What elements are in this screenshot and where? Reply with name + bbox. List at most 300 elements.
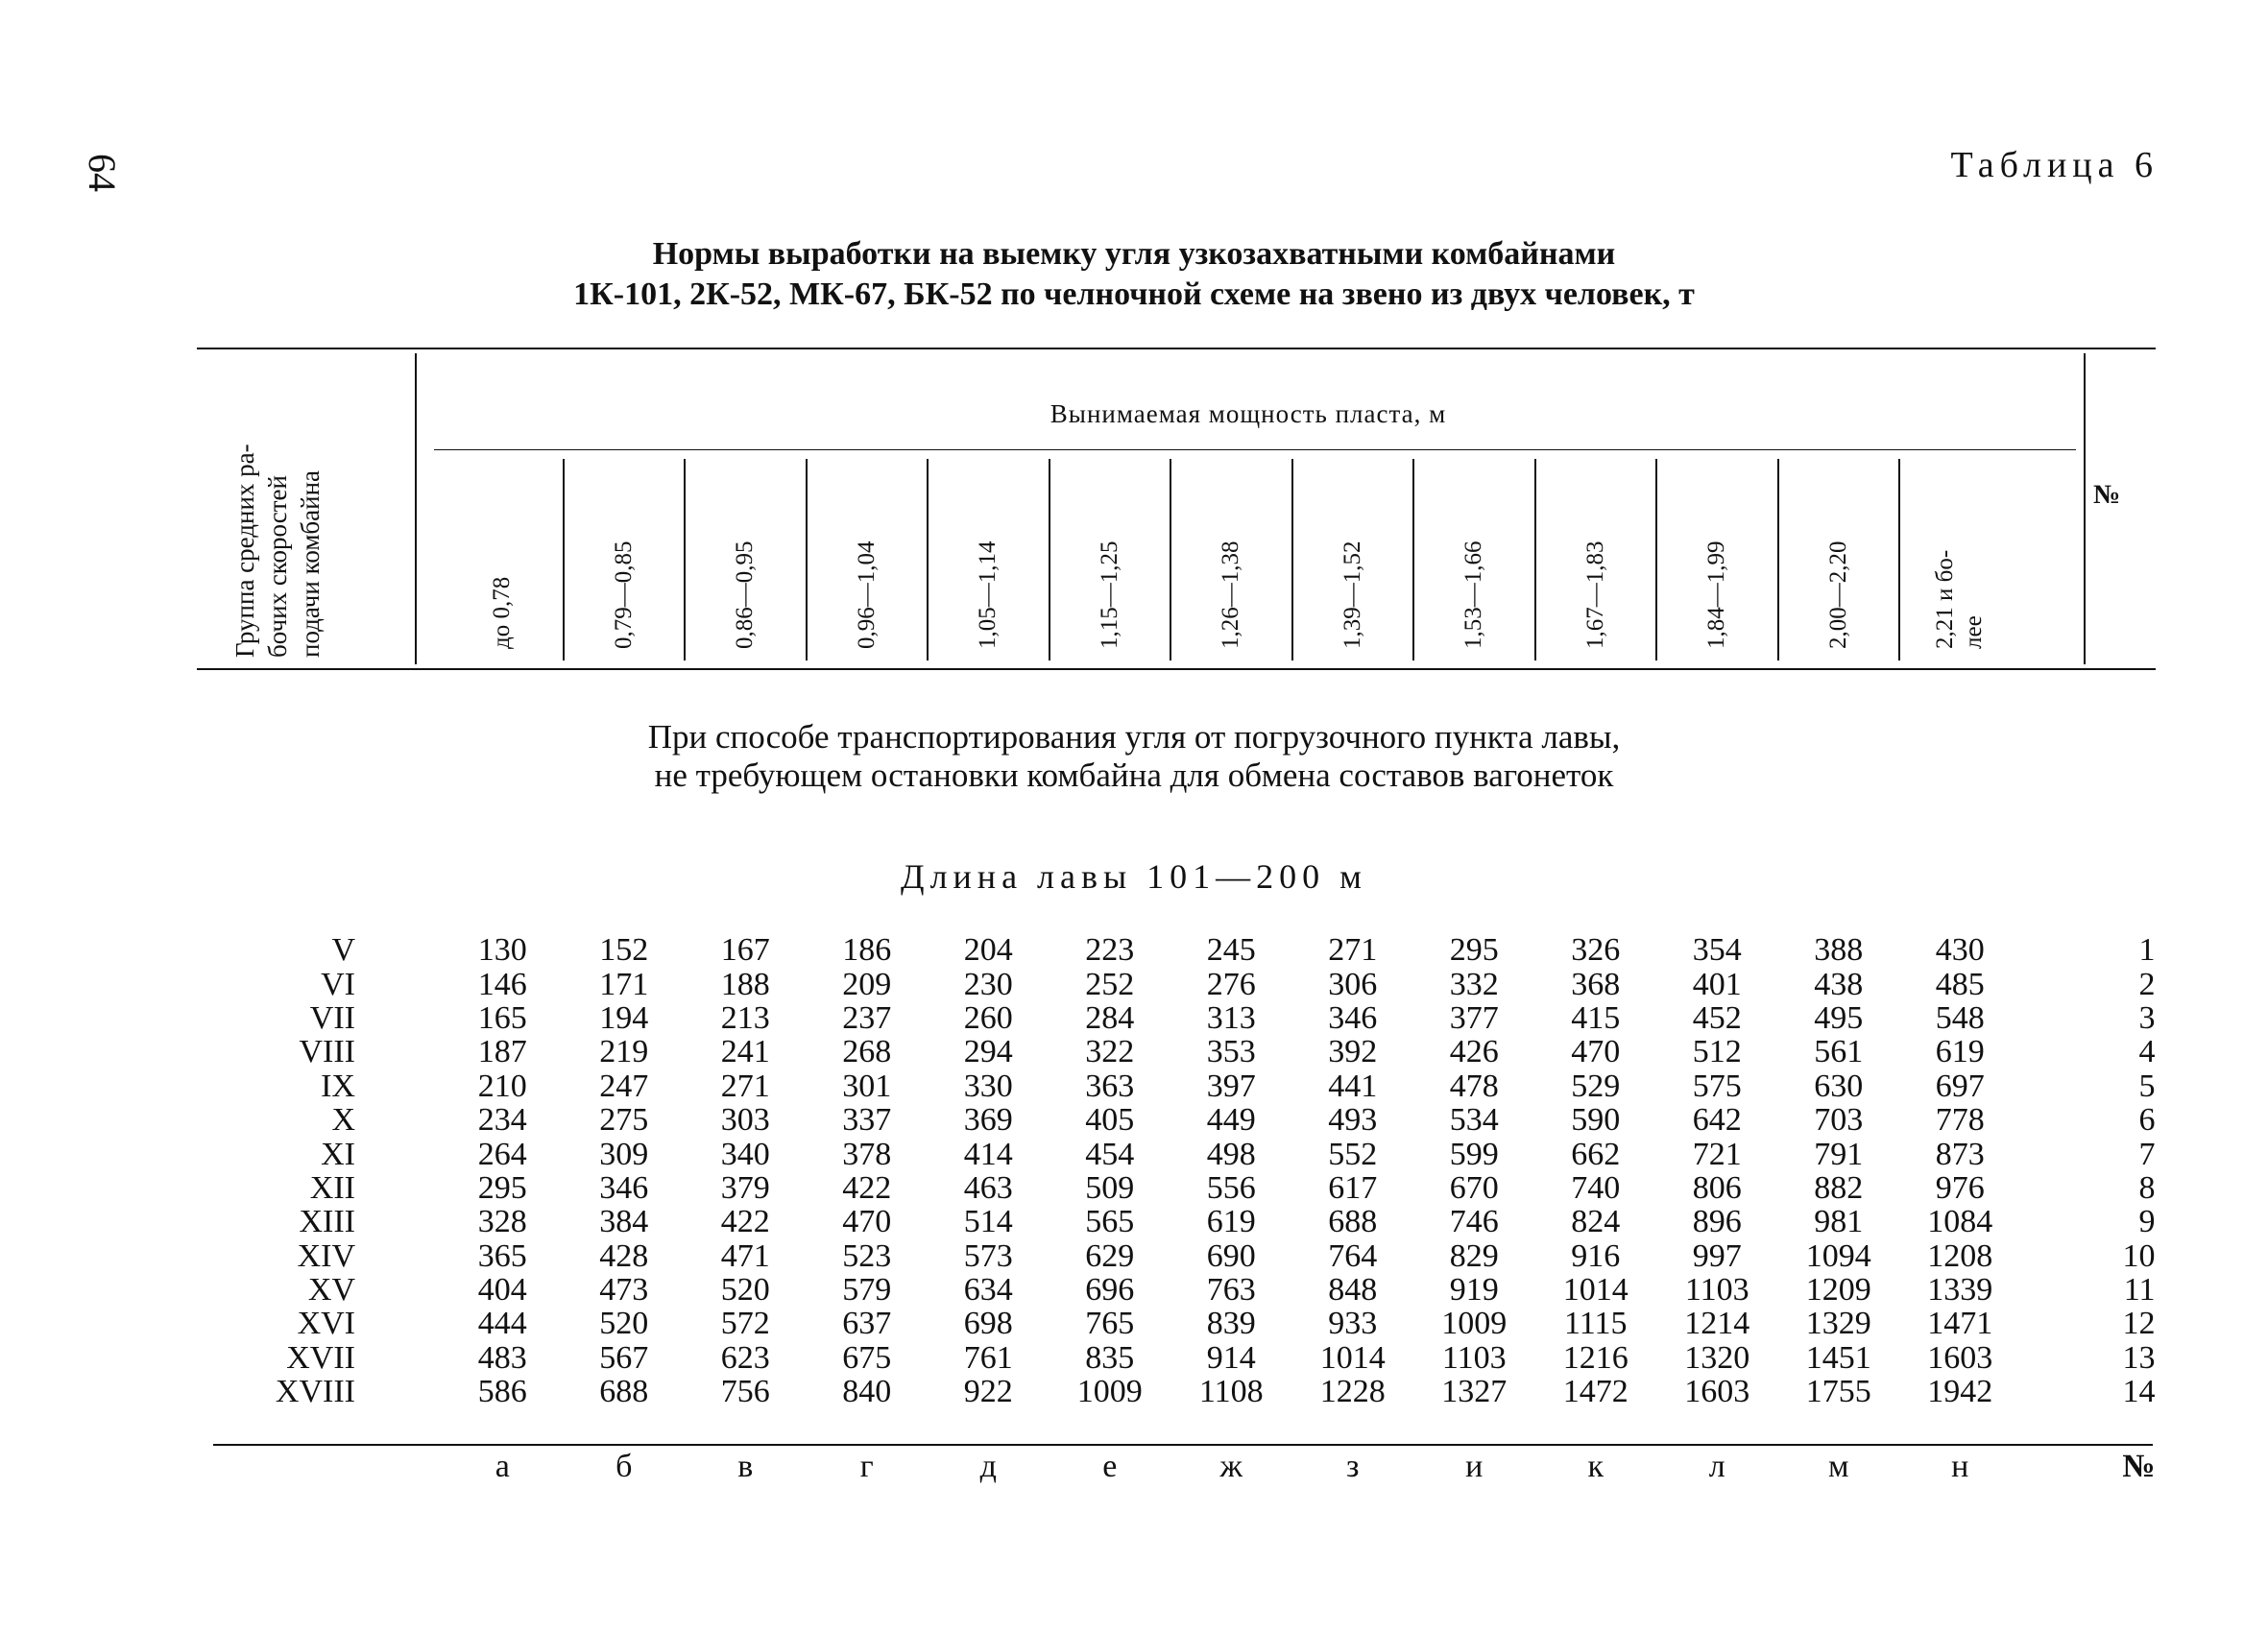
row-number-cell: 6 [2138,1102,2156,1139]
spacer-cell [221,1448,442,1486]
value-cell: 882 [1814,1169,1864,1206]
value-cell: 237 [842,999,892,1036]
value-cell: 565 [1085,1204,1135,1240]
value-cell: 1472 [1562,1374,1629,1410]
value-cell: 430 [1935,932,1985,969]
value-cell: 271 [1328,932,1378,969]
value-cell: 688 [1328,1204,1378,1240]
value-cell: 599 [1449,1136,1499,1172]
column-header-text: 1,84—1,99 [1703,540,1730,649]
column-letters-row [221,1448,2156,1486]
column-header-text: 0,96—1,04 [853,540,880,649]
value-cell: 746 [1449,1204,1499,1240]
value-cell: 223 [1085,932,1135,969]
value-cell: 194 [599,999,649,1036]
value-cell: 981 [1814,1204,1864,1240]
value-cell: 346 [599,1169,649,1206]
value-cell: 1009 [1076,1374,1143,1410]
table-row [221,1137,2156,1170]
value-cell: 449 [1206,1102,1256,1139]
value-cell: 295 [1449,932,1499,969]
thickness-column-header [1217,541,1245,650]
value-cell: 368 [1571,966,1621,1002]
value-cell: 493 [1328,1102,1378,1139]
value-cell: 791 [1814,1136,1864,1172]
thickness-column-header [974,541,1002,650]
value-cell: 637 [842,1306,892,1342]
value-cell: 378 [842,1136,892,1172]
value-cell: 619 [1206,1204,1256,1240]
value-cell: 703 [1814,1102,1864,1139]
spacer-cell [355,1307,442,1340]
table-row [221,1273,2156,1307]
value-cell: 444 [477,1306,527,1342]
value-cell: 914 [1206,1339,1256,1376]
value-cell: 303 [720,1102,770,1139]
footer-number-label: № [2122,1449,2156,1484]
value-cell: 697 [1935,1068,1985,1104]
value-cell: 313 [1206,999,1256,1036]
value-cell: 670 [1449,1169,1499,1206]
value-cell: 422 [720,1204,770,1240]
value-cell: 642 [1692,1102,1742,1139]
title-line-1: Нормы выработки на выемку угля узкозахватными комбайнами [652,236,1616,272]
value-cell: 509 [1085,1169,1135,1206]
value-cell: 623 [720,1339,770,1376]
value-cell: 696 [1085,1272,1135,1309]
value-cell: 1094 [1805,1237,1871,1274]
footer-rule [213,1444,2153,1446]
value-cell: 330 [963,1068,1013,1104]
group-cell: XIV [297,1237,355,1274]
thickness-column-header [610,541,639,650]
value-cell: 322 [1085,1034,1135,1070]
row-number-cell: 13 [2122,1339,2156,1376]
value-cell: 379 [720,1169,770,1206]
column-header-text: 1,39—1,52 [1339,540,1365,649]
table-row [221,1239,2156,1273]
value-cell: 1115 [1564,1306,1628,1342]
spacer-cell [355,1341,442,1375]
value-cell: 1471 [1927,1306,1993,1342]
column-separator [1655,459,1657,660]
row-number-cell: 11 [2123,1272,2156,1309]
value-cell: 337 [842,1102,892,1139]
spacer-cell [355,1001,442,1035]
value-cell: 252 [1085,966,1135,1002]
value-cell: 552 [1328,1136,1378,1172]
value-cell: 721 [1692,1136,1742,1172]
group-cell: XVIII [275,1374,355,1410]
column-letter: м [1827,1449,1849,1484]
value-cell: 573 [963,1237,1013,1274]
header-divider-left [415,353,417,664]
value-cell: 1755 [1805,1374,1871,1410]
group-column-header [229,350,326,658]
spacer-cell [355,1103,442,1137]
column-header-text: 1,15—1,25 [1096,540,1122,649]
value-cell: 514 [963,1204,1013,1240]
title-line-2: 1К-101, 2К-52, МК-67, БК-52 по челночной схеме на звено из двух человек, т [573,276,1695,312]
value-cell: 186 [842,932,892,969]
value-cell: 916 [1571,1237,1621,1274]
row-number-cell: 3 [2138,999,2156,1036]
value-cell: 520 [720,1272,770,1309]
value-cell: 165 [477,999,527,1036]
column-letter: д [979,1449,997,1484]
value-cell: 363 [1085,1068,1135,1104]
value-cell: 873 [1935,1136,1985,1172]
value-cell: 275 [599,1102,649,1139]
column-separator [1049,459,1050,660]
value-cell: 478 [1449,1068,1499,1104]
value-cell: 1103 [1441,1339,1507,1376]
value-cell: 634 [963,1272,1013,1309]
value-cell: 579 [842,1272,892,1309]
value-cell: 483 [477,1339,527,1376]
value-cell: 470 [842,1204,892,1240]
column-letter: л [1708,1449,1725,1484]
value-cell: 365 [477,1237,527,1274]
row-number-cell: 1 [2138,932,2156,969]
column-header-text: 2,00—2,20 [1824,540,1851,649]
value-cell: 590 [1571,1102,1621,1139]
row-number-cell: 5 [2138,1068,2156,1104]
value-cell: 824 [1571,1204,1621,1240]
condition-line-1: При способе транспортирования угля от погрузочного пункта лавы, [647,718,1621,756]
thickness-column-header [1339,541,1367,650]
value-cell: 188 [720,966,770,1002]
column-letter: г [859,1449,874,1484]
column-separator [1412,459,1414,660]
row-number-cell: 9 [2138,1204,2156,1240]
value-cell: 976 [1935,1169,1985,1206]
value-cell: 213 [720,999,770,1036]
table-row [221,1103,2156,1137]
group-cell: XI [321,1136,355,1172]
span-rule [434,449,2076,450]
value-cell: 346 [1328,999,1378,1036]
value-cell: 629 [1085,1237,1135,1274]
value-cell: 401 [1692,966,1742,1002]
value-cell: 1339 [1927,1272,1993,1309]
value-cell: 761 [963,1339,1013,1376]
column-header-text: 1,05—1,14 [975,540,1001,649]
condition-line-2: не требующем остановки комбайна для обмена составов вагонеток [654,756,1614,794]
spacer-cell [355,1137,442,1170]
table-row [221,1035,2156,1069]
value-cell: 326 [1571,932,1621,969]
value-cell: 1014 [1319,1339,1386,1376]
value-cell: 1209 [1805,1272,1871,1309]
value-cell: 1108 [1198,1374,1264,1410]
value-cell: 369 [963,1102,1013,1139]
face-length-label: Длина лавы 101—200 м [901,857,1367,896]
value-cell: 1451 [1805,1339,1871,1376]
column-header-text: 2,21 и бо- [1932,549,1959,649]
value-cell: 301 [842,1068,892,1104]
column-header-text: 1,26—1,38 [1218,540,1244,649]
column-letter: з [1346,1449,1360,1484]
column-letter: н [1951,1449,1969,1484]
value-cell: 209 [842,966,892,1002]
group-header-line: бочих скоростей [263,475,292,658]
letters-row [221,1448,2156,1486]
value-cell: 463 [963,1169,1013,1206]
value-cell: 452 [1692,999,1742,1036]
transport-condition [0,718,2268,795]
value-cell: 675 [842,1339,892,1376]
value-cell: 405 [1085,1102,1135,1139]
value-cell: 1214 [1684,1306,1750,1342]
column-header-text: 1,53—1,66 [1460,540,1487,649]
value-cell: 204 [963,932,1013,969]
spacer-cell [355,1239,442,1273]
spacer-cell [355,1035,442,1069]
value-cell: 561 [1814,1034,1864,1070]
table-row [221,1205,2156,1238]
column-separator [806,459,808,660]
value-cell: 245 [1206,932,1256,969]
spacer-cell [355,1273,442,1307]
value-cell: 441 [1328,1068,1378,1104]
row-number-cell: 8 [2138,1169,2156,1206]
table-row [221,1171,2156,1205]
group-cell: XVII [286,1339,355,1376]
column-header-text: до 0,78 [489,576,516,649]
value-cell: 276 [1206,966,1256,1002]
thickness-column-header [488,577,517,649]
value-cell: 167 [720,932,770,969]
value-cell: 896 [1692,1204,1742,1240]
value-cell: 428 [599,1237,649,1274]
value-cell: 485 [1935,966,1985,1002]
value-cell: 219 [599,1034,649,1070]
value-cell: 404 [477,1272,527,1309]
value-cell: 617 [1328,1169,1378,1206]
value-cell: 171 [599,966,649,1002]
group-cell: VIII [299,1034,355,1070]
group-cell: X [331,1102,355,1139]
value-cell: 268 [842,1034,892,1070]
value-cell: 556 [1206,1169,1256,1206]
norms-table [221,933,2156,1408]
group-cell: XV [307,1272,355,1309]
value-cell: 354 [1692,932,1742,969]
column-header-text: 0,86—0,95 [732,540,759,649]
value-cell: 698 [963,1306,1013,1342]
spacer-cell [355,967,442,1000]
value-cell: 422 [842,1169,892,1206]
group-header-line: Группа средних ра- [230,444,259,658]
column-header-text: 1,67—1,83 [1581,540,1608,649]
value-cell: 1329 [1805,1306,1871,1342]
value-cell: 690 [1206,1237,1256,1274]
column-letter: и [1465,1449,1484,1484]
spacer-cell [355,933,442,967]
value-cell: 572 [720,1306,770,1342]
page-number: 64 [81,154,124,192]
table-row [221,1001,2156,1035]
value-cell: 575 [1692,1068,1742,1104]
number-column-header: № [2093,480,2121,510]
table-row [221,967,2156,1000]
table-row [221,1375,2156,1408]
value-cell: 247 [599,1068,649,1104]
value-cell: 146 [477,966,527,1002]
thickness-column-header [1931,550,1989,649]
column-separator [1170,459,1171,660]
value-cell: 1103 [1684,1272,1749,1309]
column-letter: а [495,1449,510,1484]
value-cell: 756 [720,1374,770,1410]
value-cell: 523 [842,1237,892,1274]
row-number-cell: 12 [2122,1306,2156,1342]
value-cell: 586 [477,1374,527,1410]
value-cell: 241 [720,1034,770,1070]
value-cell: 520 [599,1306,649,1342]
value-cell: 332 [1449,966,1499,1002]
value-cell: 764 [1328,1237,1378,1274]
row-number-cell: 14 [2122,1374,2156,1410]
column-separator [1898,459,1900,660]
value-cell: 284 [1085,999,1135,1036]
group-cell: IX [321,1068,355,1104]
table-row [221,1341,2156,1375]
value-cell: 1009 [1441,1306,1508,1342]
value-cell: 294 [963,1034,1013,1070]
header-divider-right [2084,353,2086,664]
value-cell: 230 [963,966,1013,1002]
value-cell: 919 [1449,1272,1499,1309]
value-cell: 740 [1571,1169,1621,1206]
value-cell: 130 [477,932,527,969]
value-cell: 1603 [1684,1374,1750,1410]
value-cell: 328 [477,1204,527,1240]
value-cell: 438 [1814,966,1864,1002]
value-cell: 152 [599,932,649,969]
value-cell: 1216 [1562,1339,1629,1376]
column-letter: к [1587,1449,1604,1484]
value-cell: 264 [477,1136,527,1172]
group-header-line: подачи комбайна [296,469,325,658]
column-separator [927,459,929,660]
thickness-column-header [1581,541,1610,650]
value-cell: 512 [1692,1034,1742,1070]
group-cell: VII [309,999,355,1036]
table-row [221,933,2156,967]
value-cell: 495 [1814,999,1864,1036]
group-cell: XIII [299,1204,355,1240]
row-number-cell: 10 [2122,1237,2156,1274]
column-letter: е [1102,1449,1118,1484]
value-cell: 1603 [1927,1339,1993,1376]
column-separator [563,459,565,660]
value-cell: 534 [1449,1102,1499,1139]
value-cell: 806 [1692,1169,1742,1206]
column-separator [1291,459,1293,660]
value-cell: 187 [477,1034,527,1070]
value-cell: 415 [1571,999,1621,1036]
column-separator [1534,459,1536,660]
thickness-column-header [1460,541,1488,650]
value-cell: 630 [1814,1068,1864,1104]
spacer-cell [355,1375,442,1408]
value-cell: 454 [1085,1136,1135,1172]
column-header-text: лее [1961,615,1988,649]
column-separator [684,459,686,660]
header-bottom-rule [197,668,2156,670]
value-cell: 997 [1692,1237,1742,1274]
row-number-cell: 7 [2138,1136,2156,1172]
table-row [221,1307,2156,1340]
value-cell: 340 [720,1136,770,1172]
value-cell: 1228 [1319,1374,1386,1410]
value-cell: 763 [1206,1272,1256,1309]
group-cell: V [331,932,355,969]
value-cell: 765 [1085,1306,1135,1342]
row-number-cell: 4 [2138,1034,2156,1070]
thickness-column-header [1824,541,1853,650]
group-cell: XII [309,1169,355,1206]
value-cell: 471 [720,1237,770,1274]
value-cell: 778 [1935,1102,1985,1139]
value-cell: 295 [477,1169,527,1206]
value-cell: 619 [1935,1034,1985,1070]
group-cell: VI [321,966,355,1002]
group-cell: XVI [297,1306,355,1342]
value-cell: 1208 [1927,1237,1993,1274]
value-cell: 470 [1571,1034,1621,1070]
row-number-cell: 2 [2138,966,2156,1002]
value-cell: 933 [1328,1306,1378,1342]
column-letter: б [615,1449,633,1484]
value-cell: 567 [599,1339,649,1376]
value-cell: 839 [1206,1306,1256,1342]
value-cell: 309 [599,1136,649,1172]
value-cell: 1942 [1927,1374,1993,1410]
value-cell: 548 [1935,999,1985,1036]
column-separator [1777,459,1779,660]
value-cell: 1327 [1441,1374,1508,1410]
table-row [221,1069,2156,1103]
value-cell: 426 [1449,1034,1499,1070]
column-header-text: 0,79—0,85 [610,540,637,649]
value-cell: 498 [1206,1136,1256,1172]
value-cell: 392 [1328,1034,1378,1070]
value-cell: 1320 [1684,1339,1750,1376]
spacer-cell [355,1171,442,1205]
value-cell: 1084 [1927,1204,1993,1240]
value-cell: 529 [1571,1068,1621,1104]
thickness-span-header: Вынимаемая мощность пласта, м [1050,399,1447,428]
value-cell: 662 [1571,1136,1621,1172]
thickness-column-header [853,541,881,650]
value-cell: 848 [1328,1272,1378,1309]
spacer-cell [355,1069,442,1103]
value-cell: 840 [842,1374,892,1410]
column-letter: ж [1219,1449,1243,1484]
value-cell: 473 [599,1272,649,1309]
table-title [0,234,2268,315]
value-cell: 306 [1328,966,1378,1002]
value-cell: 384 [599,1204,649,1240]
value-cell: 414 [963,1136,1013,1172]
value-cell: 271 [720,1068,770,1104]
value-cell: 353 [1206,1034,1256,1070]
value-cell: 1014 [1562,1272,1629,1309]
value-cell: 388 [1814,932,1864,969]
